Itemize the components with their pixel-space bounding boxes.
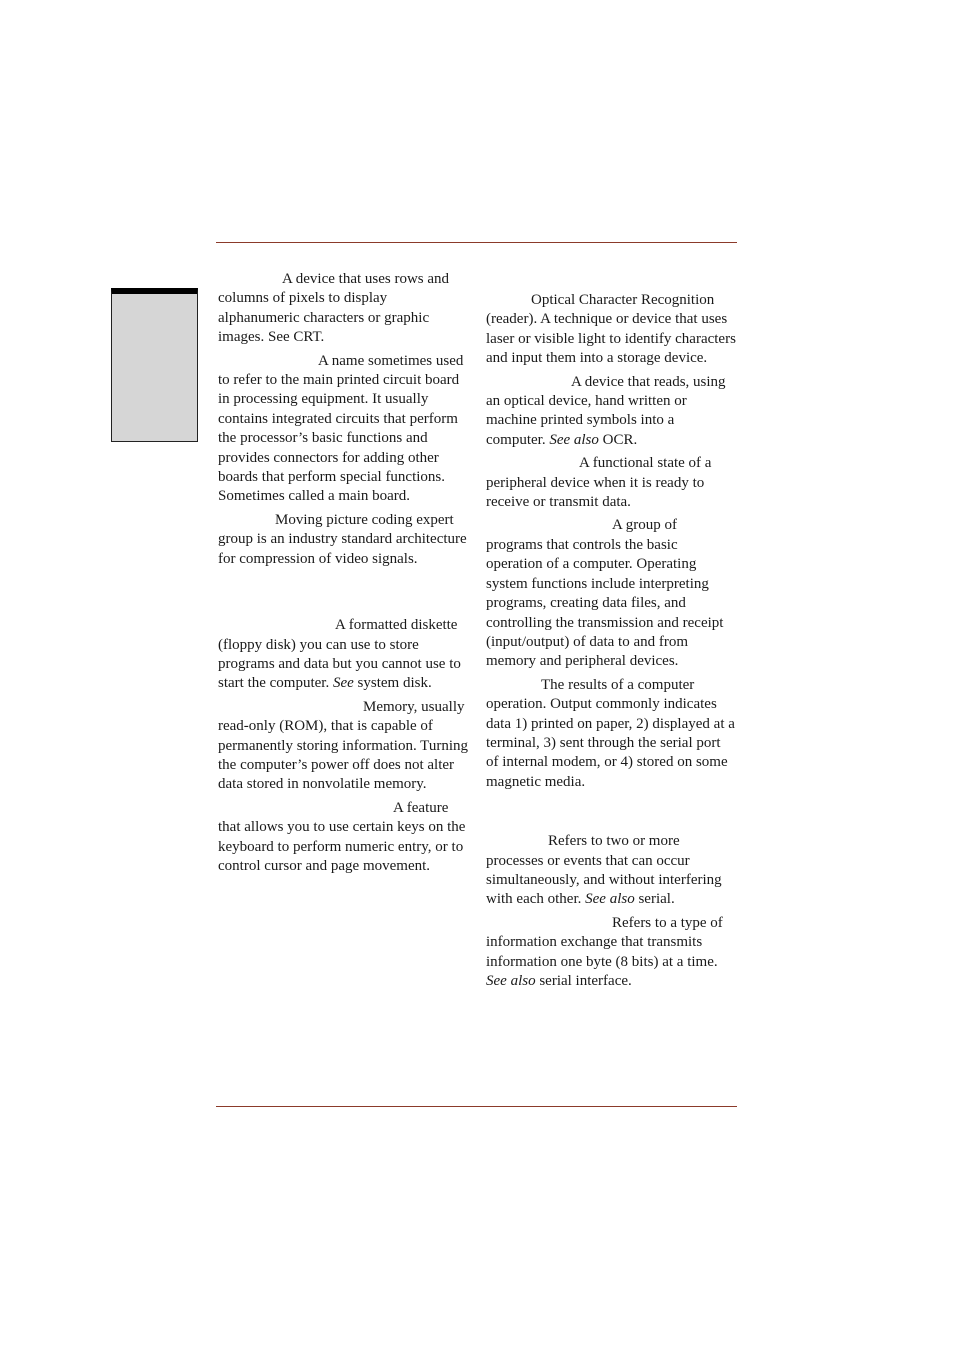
see-reference: serial. [638,891,675,908]
chapter-thumb-tab [111,288,198,442]
definition: A functional state of a peripheral device when it is ready to receive or transmit data. [486,455,712,511]
glossary-entry [486,832,736,910]
glossary-entry [218,511,468,569]
definition: A device that reads, using an optical device, hand written or machine printed symbols into a computer. [486,373,726,448]
see-label: See [332,675,354,692]
glossary-entry [218,270,468,348]
see-label: See also [549,431,599,448]
definition: The results of a computer operation. Output commonly indicates data 1) printed on paper, 2) displayed at a terminal, 3) sent through the serial port of internal modem, or 4) stored on some magnetic media. [486,676,735,790]
definition: Refers to a type of information exchange that transmits information one byte (8 bits) at a time. [486,914,723,970]
glossary-left-column [218,270,468,880]
glossary-entry [486,516,736,671]
glossary-right-column [486,291,736,995]
definition: A formatted diskette (floppy disk) you can use to store programs and data but you cannot use to start the computer. [218,617,461,692]
glossary-entry [486,676,736,792]
see-label: See also [585,891,635,908]
see-label: See also [486,973,536,989]
glossary-entry [218,698,468,795]
definition: Memory, usually read-only (ROM), that is capable of permanently storing information. Turning the computer’s power off does not alter data stored in nonvolatile memory. [218,698,468,793]
glossary-entry [486,454,736,512]
glossary-entry [218,799,468,877]
definition: Optical Character Recognition (reader). A technique or device that uses laser or visible light to identify characters and input them into a storage device. [486,292,736,367]
glossary-entry [486,291,736,369]
glossary-entry [218,616,468,694]
glossary-entry [218,352,468,507]
definition: A device that uses rows and columns of pixels to display alphanumeric characters or graphic images. See CRT. [218,271,450,346]
definition: Moving picture coding expert group is an industry standard architecture for compression of video signals. [218,511,467,567]
definition: A name sometimes used to refer to the main printed circuit board in processing equipment. It usually contains integrated circuits that perform the processor’s basic functions and provides connectors for adding other boards that perform special functions. Sometimes called a main board. [218,352,464,505]
glossary-entry [486,373,736,451]
see-reference: OCR. [602,431,638,448]
definition: Refers to two or more processes or events that can occur simultaneously, and without interfering with each other. [486,833,722,908]
definition: A feature that allows you to use certain keys on the keyboard to perform numeric entry, or to control cursor and page movement. [218,799,466,874]
footer-rule [216,1106,737,1107]
definition: A group of programs that controls the basic operation of a computer. Operating system functions include interpreting programs, creating data files, and controlling the transmission and receipt (input/output) of data to and from memory and peripheral devices. [486,517,724,670]
see-reference: system disk. [357,675,432,692]
glossary-entry [486,914,736,992]
see-reference: serial interface. [539,973,632,989]
header-rule [216,242,737,243]
